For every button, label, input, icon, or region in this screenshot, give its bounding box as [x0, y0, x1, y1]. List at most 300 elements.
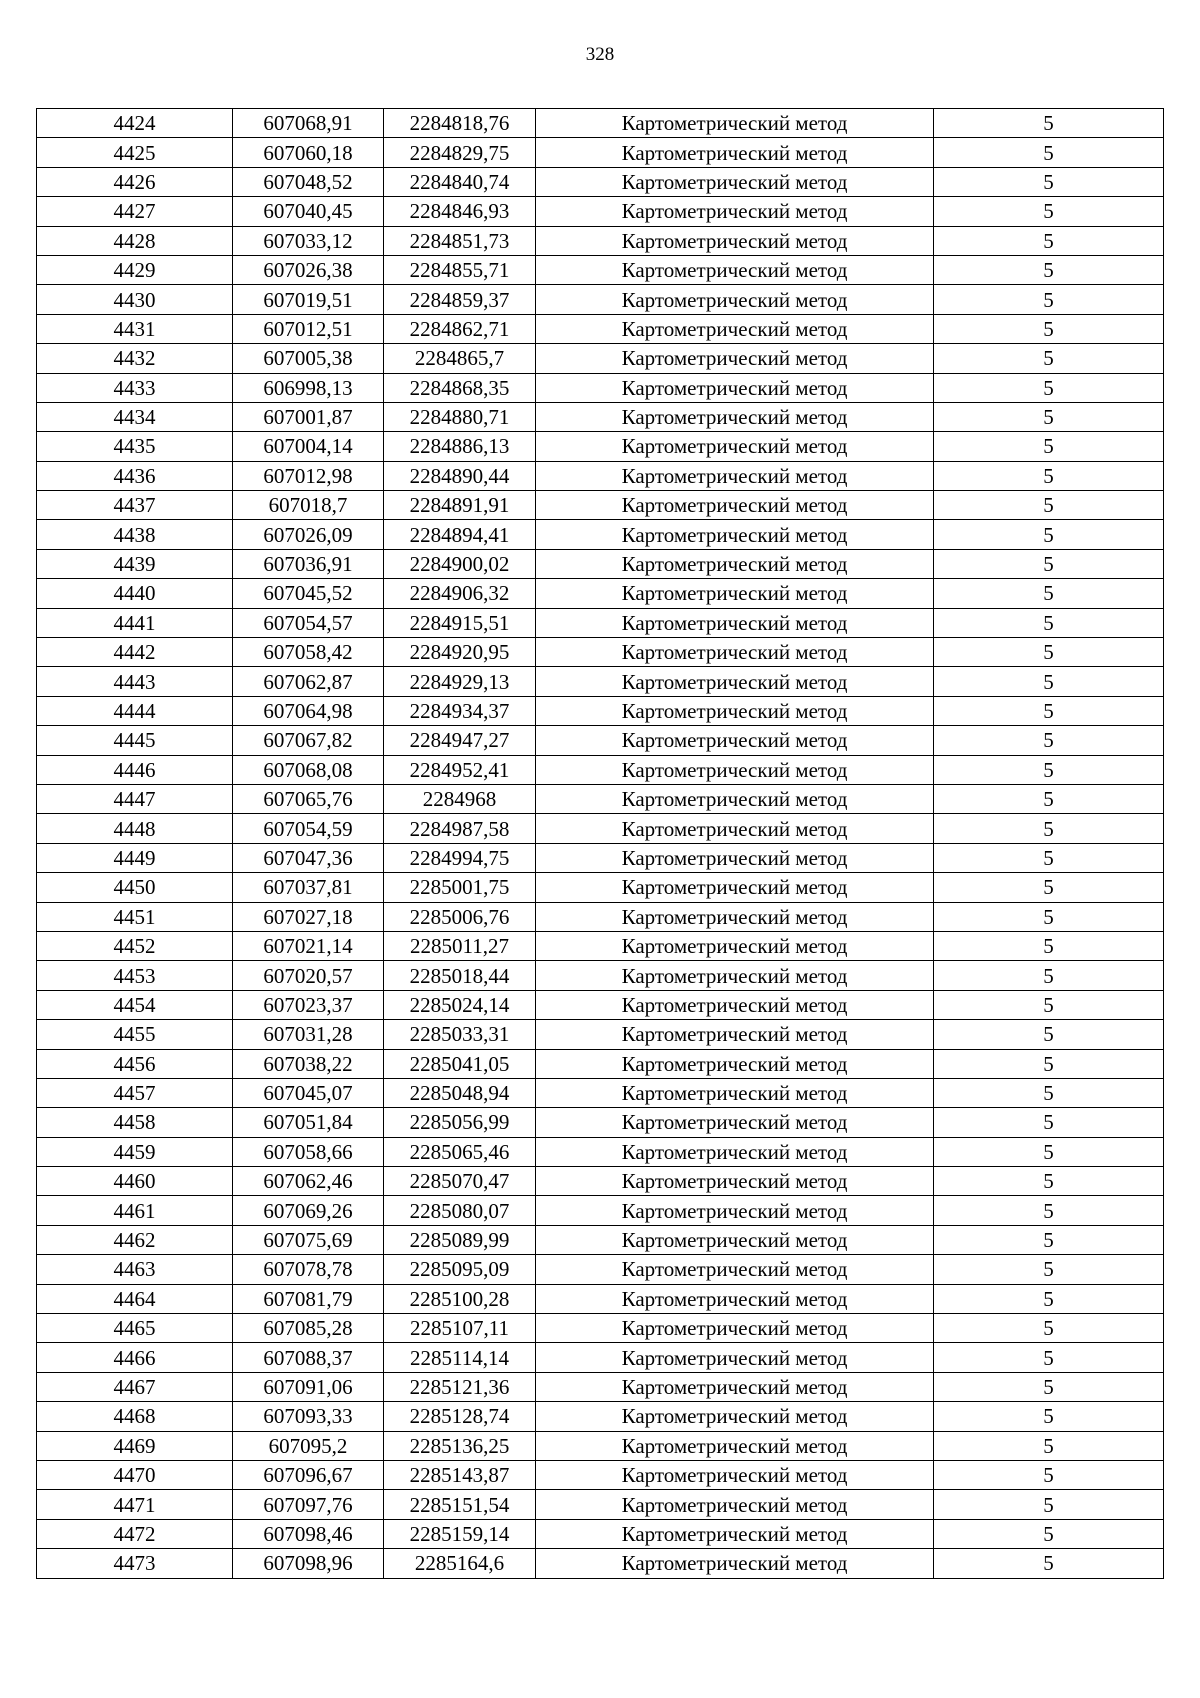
y-coordinate-cell: 2284859,37: [384, 285, 536, 314]
y-coordinate-cell: 2285143,87: [384, 1460, 536, 1489]
x-coordinate-cell: 607078,78: [233, 1255, 384, 1284]
x-coordinate-cell: 607093,33: [233, 1402, 384, 1431]
table-row: [37, 1314, 1164, 1343]
accuracy-cell: 5: [934, 402, 1164, 431]
y-coordinate-cell: 2284868,35: [384, 373, 536, 402]
accuracy-cell: 5: [934, 1020, 1164, 1049]
y-coordinate-cell: 2284865,7: [384, 344, 536, 373]
point-number-cell: 4460: [37, 1167, 233, 1196]
y-coordinate-cell: 2284851,73: [384, 226, 536, 255]
y-coordinate-cell: 2285065,46: [384, 1137, 536, 1166]
x-coordinate-cell: 607054,59: [233, 814, 384, 843]
y-coordinate-cell: 2284934,37: [384, 696, 536, 725]
table-row: [37, 931, 1164, 960]
coordinates-table: [36, 108, 1164, 1579]
y-coordinate-cell: 2285164,6: [384, 1549, 536, 1578]
point-number-cell: 4466: [37, 1343, 233, 1372]
x-coordinate-cell: 607040,45: [233, 197, 384, 226]
x-coordinate-cell: 607019,51: [233, 285, 384, 314]
point-number-cell: 4459: [37, 1137, 233, 1166]
accuracy-cell: 5: [934, 579, 1164, 608]
table-row: [37, 784, 1164, 813]
x-coordinate-cell: 607012,51: [233, 314, 384, 343]
point-number-cell: 4468: [37, 1402, 233, 1431]
accuracy-cell: 5: [934, 1549, 1164, 1578]
method-cell: Картометрический метод: [536, 784, 934, 813]
method-cell: Картометрический метод: [536, 1108, 934, 1137]
x-coordinate-cell: 607048,52: [233, 167, 384, 196]
y-coordinate-cell: 2284906,32: [384, 579, 536, 608]
accuracy-cell: 5: [934, 1078, 1164, 1107]
method-cell: Картометрический метод: [536, 1431, 934, 1460]
method-cell: Картометрический метод: [536, 1402, 934, 1431]
method-cell: Картометрический метод: [536, 197, 934, 226]
table-row: [37, 696, 1164, 725]
accuracy-cell: 5: [934, 990, 1164, 1019]
table-row: [37, 667, 1164, 696]
x-coordinate-cell: 607054,57: [233, 608, 384, 637]
method-cell: Картометрический метод: [536, 638, 934, 667]
point-number-cell: 4450: [37, 873, 233, 902]
accuracy-cell: 5: [934, 549, 1164, 578]
accuracy-cell: 5: [934, 726, 1164, 755]
x-coordinate-cell: 607085,28: [233, 1314, 384, 1343]
y-coordinate-cell: 2285033,31: [384, 1020, 536, 1049]
y-coordinate-cell: 2285089,99: [384, 1225, 536, 1254]
x-coordinate-cell: 607001,87: [233, 402, 384, 431]
y-coordinate-cell: 2284846,93: [384, 197, 536, 226]
accuracy-cell: 5: [934, 902, 1164, 931]
method-cell: Картометрический метод: [536, 491, 934, 520]
x-coordinate-cell: 607026,09: [233, 520, 384, 549]
point-number-cell: 4438: [37, 520, 233, 549]
method-cell: Картометрический метод: [536, 961, 934, 990]
x-coordinate-cell: 607068,91: [233, 109, 384, 138]
accuracy-cell: 5: [934, 1343, 1164, 1372]
point-number-cell: 4443: [37, 667, 233, 696]
x-coordinate-cell: 607033,12: [233, 226, 384, 255]
method-cell: Картометрический метод: [536, 814, 934, 843]
x-coordinate-cell: 607027,18: [233, 902, 384, 931]
accuracy-cell: 5: [934, 1196, 1164, 1225]
method-cell: Картометрический метод: [536, 1049, 934, 1078]
table-row: [37, 814, 1164, 843]
method-cell: Картометрический метод: [536, 1519, 934, 1548]
accuracy-cell: 5: [934, 373, 1164, 402]
table-row: [37, 1549, 1164, 1578]
y-coordinate-cell: 2285048,94: [384, 1078, 536, 1107]
x-coordinate-cell: 607031,28: [233, 1020, 384, 1049]
table-row: [37, 1343, 1164, 1372]
method-cell: Картометрический метод: [536, 726, 934, 755]
accuracy-cell: 5: [934, 1284, 1164, 1313]
accuracy-cell: 5: [934, 667, 1164, 696]
y-coordinate-cell: 2284920,95: [384, 638, 536, 667]
method-cell: Картометрический метод: [536, 667, 934, 696]
page-number: 328: [585, 44, 615, 65]
x-coordinate-cell: 607004,14: [233, 432, 384, 461]
accuracy-cell: 5: [934, 226, 1164, 255]
y-coordinate-cell: 2284915,51: [384, 608, 536, 637]
accuracy-cell: 5: [934, 1225, 1164, 1254]
x-coordinate-cell: 607047,36: [233, 843, 384, 872]
x-coordinate-cell: 607075,69: [233, 1225, 384, 1254]
method-cell: Картометрический метод: [536, 755, 934, 784]
table-row: [37, 638, 1164, 667]
point-number-cell: 4457: [37, 1078, 233, 1107]
x-coordinate-cell: 607098,46: [233, 1519, 384, 1548]
y-coordinate-cell: 2284855,71: [384, 255, 536, 284]
method-cell: Картометрический метод: [536, 902, 934, 931]
y-coordinate-cell: 2284818,76: [384, 109, 536, 138]
y-coordinate-cell: 2284929,13: [384, 667, 536, 696]
y-coordinate-cell: 2285100,28: [384, 1284, 536, 1313]
accuracy-cell: 5: [934, 1314, 1164, 1343]
accuracy-cell: 5: [934, 167, 1164, 196]
table-row: [37, 255, 1164, 284]
y-coordinate-cell: 2285011,27: [384, 931, 536, 960]
point-number-cell: 4431: [37, 314, 233, 343]
y-coordinate-cell: 2284862,71: [384, 314, 536, 343]
accuracy-cell: 5: [934, 1402, 1164, 1431]
accuracy-cell: 5: [934, 197, 1164, 226]
table-row: [37, 873, 1164, 902]
accuracy-cell: 5: [934, 961, 1164, 990]
point-number-cell: 4467: [37, 1372, 233, 1401]
x-coordinate-cell: 607062,87: [233, 667, 384, 696]
x-coordinate-cell: 607020,57: [233, 961, 384, 990]
y-coordinate-cell: 2284947,27: [384, 726, 536, 755]
accuracy-cell: 5: [934, 1519, 1164, 1548]
y-coordinate-cell: 2285080,07: [384, 1196, 536, 1225]
table-row: [37, 1519, 1164, 1548]
y-coordinate-cell: 2284987,58: [384, 814, 536, 843]
table-row: [37, 1167, 1164, 1196]
point-number-cell: 4465: [37, 1314, 233, 1343]
method-cell: Картометрический метод: [536, 373, 934, 402]
method-cell: Картометрический метод: [536, 549, 934, 578]
point-number-cell: 4425: [37, 138, 233, 167]
x-coordinate-cell: 607037,81: [233, 873, 384, 902]
method-cell: Картометрический метод: [536, 1372, 934, 1401]
table-row: [37, 843, 1164, 872]
point-number-cell: 4440: [37, 579, 233, 608]
point-number-cell: 4424: [37, 109, 233, 138]
table-row: [37, 1284, 1164, 1313]
accuracy-cell: 5: [934, 873, 1164, 902]
table-row: [37, 1137, 1164, 1166]
table-row: [37, 167, 1164, 196]
y-coordinate-cell: 2284840,74: [384, 167, 536, 196]
y-coordinate-cell: 2284880,71: [384, 402, 536, 431]
method-cell: Картометрический метод: [536, 1460, 934, 1489]
table-row: [37, 1020, 1164, 1049]
x-coordinate-cell: 607026,38: [233, 255, 384, 284]
y-coordinate-cell: 2285151,54: [384, 1490, 536, 1519]
table-row: [37, 226, 1164, 255]
point-number-cell: 4472: [37, 1519, 233, 1548]
method-cell: Картометрический метод: [536, 1490, 934, 1519]
table-row: [37, 755, 1164, 784]
accuracy-cell: 5: [934, 461, 1164, 490]
accuracy-cell: 5: [934, 1490, 1164, 1519]
method-cell: Картометрический метод: [536, 843, 934, 872]
table-row: [37, 1225, 1164, 1254]
point-number-cell: 4452: [37, 931, 233, 960]
x-coordinate-cell: 607038,22: [233, 1049, 384, 1078]
x-coordinate-cell: 607023,37: [233, 990, 384, 1019]
method-cell: Картометрический метод: [536, 432, 934, 461]
accuracy-cell: 5: [934, 1372, 1164, 1401]
accuracy-cell: 5: [934, 843, 1164, 872]
table-row: [37, 579, 1164, 608]
method-cell: Картометрический метод: [536, 285, 934, 314]
accuracy-cell: 5: [934, 314, 1164, 343]
table-row: [37, 285, 1164, 314]
x-coordinate-cell: 607045,07: [233, 1078, 384, 1107]
table-row: [37, 520, 1164, 549]
x-coordinate-cell: 607051,84: [233, 1108, 384, 1137]
point-number-cell: 4428: [37, 226, 233, 255]
table-row: [37, 197, 1164, 226]
coordinates-table-body: [37, 109, 1164, 1579]
point-number-cell: 4453: [37, 961, 233, 990]
table-row: [37, 902, 1164, 931]
table-row: [37, 491, 1164, 520]
y-coordinate-cell: 2285095,09: [384, 1255, 536, 1284]
method-cell: Картометрический метод: [536, 579, 934, 608]
table-row: [37, 726, 1164, 755]
point-number-cell: 4455: [37, 1020, 233, 1049]
point-number-cell: 4442: [37, 638, 233, 667]
accuracy-cell: 5: [934, 696, 1164, 725]
x-coordinate-cell: 607012,98: [233, 461, 384, 490]
point-number-cell: 4449: [37, 843, 233, 872]
x-coordinate-cell: 607058,66: [233, 1137, 384, 1166]
point-number-cell: 4458: [37, 1108, 233, 1137]
method-cell: Картометрический метод: [536, 1137, 934, 1166]
point-number-cell: 4446: [37, 755, 233, 784]
method-cell: Картометрический метод: [536, 1167, 934, 1196]
point-number-cell: 4429: [37, 255, 233, 284]
accuracy-cell: 5: [934, 931, 1164, 960]
point-number-cell: 4432: [37, 344, 233, 373]
x-coordinate-cell: 607021,14: [233, 931, 384, 960]
table-row: [37, 608, 1164, 637]
table-row: [37, 1490, 1164, 1519]
table-row: [37, 1402, 1164, 1431]
point-number-cell: 4436: [37, 461, 233, 490]
accuracy-cell: 5: [934, 608, 1164, 637]
method-cell: Картометрический метод: [536, 696, 934, 725]
point-number-cell: 4444: [37, 696, 233, 725]
y-coordinate-cell: 2285056,99: [384, 1108, 536, 1137]
y-coordinate-cell: 2285070,47: [384, 1167, 536, 1196]
point-number-cell: 4456: [37, 1049, 233, 1078]
y-coordinate-cell: 2284891,91: [384, 491, 536, 520]
x-coordinate-cell: 607058,42: [233, 638, 384, 667]
method-cell: Картометрический метод: [536, 461, 934, 490]
x-coordinate-cell: 607062,46: [233, 1167, 384, 1196]
table-row: [37, 1372, 1164, 1401]
method-cell: Картометрический метод: [536, 873, 934, 902]
method-cell: Картометрический метод: [536, 1078, 934, 1107]
accuracy-cell: 5: [934, 814, 1164, 843]
y-coordinate-cell: 2285006,76: [384, 902, 536, 931]
table-row: [37, 1460, 1164, 1489]
x-coordinate-cell: 607091,06: [233, 1372, 384, 1401]
x-coordinate-cell: 607067,82: [233, 726, 384, 755]
table-row: [37, 402, 1164, 431]
table-row: [37, 314, 1164, 343]
x-coordinate-cell: 607045,52: [233, 579, 384, 608]
point-number-cell: 4435: [37, 432, 233, 461]
method-cell: Картометрический метод: [536, 109, 934, 138]
point-number-cell: 4430: [37, 285, 233, 314]
point-number-cell: 4469: [37, 1431, 233, 1460]
x-coordinate-cell: 607081,79: [233, 1284, 384, 1313]
y-coordinate-cell: 2285128,74: [384, 1402, 536, 1431]
accuracy-cell: 5: [934, 520, 1164, 549]
x-coordinate-cell: 607018,7: [233, 491, 384, 520]
accuracy-cell: 5: [934, 138, 1164, 167]
method-cell: Картометрический метод: [536, 226, 934, 255]
point-number-cell: 4441: [37, 608, 233, 637]
x-coordinate-cell: 607095,2: [233, 1431, 384, 1460]
y-coordinate-cell: 2284894,41: [384, 520, 536, 549]
accuracy-cell: 5: [934, 784, 1164, 813]
accuracy-cell: 5: [934, 1255, 1164, 1284]
method-cell: Картометрический метод: [536, 344, 934, 373]
point-number-cell: 4426: [37, 167, 233, 196]
accuracy-cell: 5: [934, 755, 1164, 784]
x-coordinate-cell: 607060,18: [233, 138, 384, 167]
y-coordinate-cell: 2284886,13: [384, 432, 536, 461]
point-number-cell: 4448: [37, 814, 233, 843]
table-row: [37, 344, 1164, 373]
y-coordinate-cell: 2285121,36: [384, 1372, 536, 1401]
table-row: [37, 1431, 1164, 1460]
table-row: [37, 1049, 1164, 1078]
x-coordinate-cell: 607005,38: [233, 344, 384, 373]
point-number-cell: 4427: [37, 197, 233, 226]
x-coordinate-cell: 607068,08: [233, 755, 384, 784]
y-coordinate-cell: 2285001,75: [384, 873, 536, 902]
y-coordinate-cell: 2284968: [384, 784, 536, 813]
point-number-cell: 4471: [37, 1490, 233, 1519]
method-cell: Картометрический метод: [536, 990, 934, 1019]
x-coordinate-cell: 607065,76: [233, 784, 384, 813]
table-row: [37, 1255, 1164, 1284]
table-row: [37, 1078, 1164, 1107]
y-coordinate-cell: 2285018,44: [384, 961, 536, 990]
x-coordinate-cell: 607098,96: [233, 1549, 384, 1578]
y-coordinate-cell: 2285107,11: [384, 1314, 536, 1343]
point-number-cell: 4463: [37, 1255, 233, 1284]
method-cell: Картометрический метод: [536, 402, 934, 431]
x-coordinate-cell: 607096,67: [233, 1460, 384, 1489]
accuracy-cell: 5: [934, 432, 1164, 461]
table-row: [37, 138, 1164, 167]
y-coordinate-cell: 2285136,25: [384, 1431, 536, 1460]
point-number-cell: 4464: [37, 1284, 233, 1313]
method-cell: Картометрический метод: [536, 1255, 934, 1284]
table-row: [37, 549, 1164, 578]
x-coordinate-cell: 606998,13: [233, 373, 384, 402]
y-coordinate-cell: 2284890,44: [384, 461, 536, 490]
point-number-cell: 4470: [37, 1460, 233, 1489]
method-cell: Картометрический метод: [536, 520, 934, 549]
method-cell: Картометрический метод: [536, 1225, 934, 1254]
accuracy-cell: 5: [934, 1460, 1164, 1489]
point-number-cell: 4454: [37, 990, 233, 1019]
method-cell: Картометрический метод: [536, 931, 934, 960]
accuracy-cell: 5: [934, 255, 1164, 284]
point-number-cell: 4437: [37, 491, 233, 520]
y-coordinate-cell: 2285114,14: [384, 1343, 536, 1372]
method-cell: Картометрический метод: [536, 138, 934, 167]
accuracy-cell: 5: [934, 109, 1164, 138]
table-row: [37, 1196, 1164, 1225]
point-number-cell: 4439: [37, 549, 233, 578]
y-coordinate-cell: 2284994,75: [384, 843, 536, 872]
x-coordinate-cell: 607097,76: [233, 1490, 384, 1519]
point-number-cell: 4434: [37, 402, 233, 431]
accuracy-cell: 5: [934, 1431, 1164, 1460]
accuracy-cell: 5: [934, 1049, 1164, 1078]
method-cell: Картометрический метод: [536, 1549, 934, 1578]
y-coordinate-cell: 2284952,41: [384, 755, 536, 784]
point-number-cell: 4462: [37, 1225, 233, 1254]
method-cell: Картометрический метод: [536, 167, 934, 196]
x-coordinate-cell: 607069,26: [233, 1196, 384, 1225]
table-row: [37, 461, 1164, 490]
accuracy-cell: 5: [934, 638, 1164, 667]
y-coordinate-cell: 2285024,14: [384, 990, 536, 1019]
method-cell: Картометрический метод: [536, 1284, 934, 1313]
accuracy-cell: 5: [934, 1137, 1164, 1166]
method-cell: Картометрический метод: [536, 1196, 934, 1225]
table-row: [37, 961, 1164, 990]
accuracy-cell: 5: [934, 491, 1164, 520]
method-cell: Картометрический метод: [536, 1314, 934, 1343]
method-cell: Картометрический метод: [536, 314, 934, 343]
table-row: [37, 1108, 1164, 1137]
y-coordinate-cell: 2285159,14: [384, 1519, 536, 1548]
accuracy-cell: 5: [934, 1108, 1164, 1137]
point-number-cell: 4433: [37, 373, 233, 402]
x-coordinate-cell: 607088,37: [233, 1343, 384, 1372]
point-number-cell: 4447: [37, 784, 233, 813]
y-coordinate-cell: 2284900,02: [384, 549, 536, 578]
method-cell: Картометрический метод: [536, 255, 934, 284]
table-row: [37, 432, 1164, 461]
table-row: [37, 373, 1164, 402]
method-cell: Картометрический метод: [536, 1343, 934, 1372]
method-cell: Картометрический метод: [536, 608, 934, 637]
y-coordinate-cell: 2284829,75: [384, 138, 536, 167]
accuracy-cell: 5: [934, 285, 1164, 314]
point-number-cell: 4445: [37, 726, 233, 755]
table-row: [37, 990, 1164, 1019]
x-coordinate-cell: 607036,91: [233, 549, 384, 578]
y-coordinate-cell: 2285041,05: [384, 1049, 536, 1078]
point-number-cell: 4473: [37, 1549, 233, 1578]
accuracy-cell: 5: [934, 1167, 1164, 1196]
point-number-cell: 4461: [37, 1196, 233, 1225]
method-cell: Картометрический метод: [536, 1020, 934, 1049]
table-row: [37, 109, 1164, 138]
